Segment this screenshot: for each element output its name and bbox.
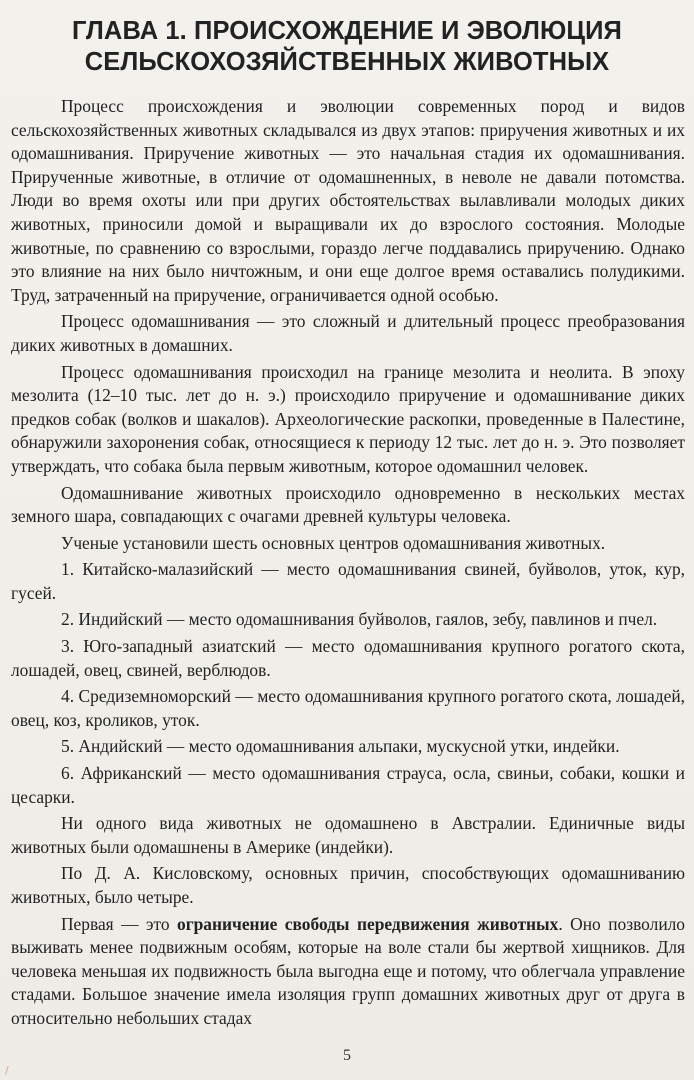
list-item-center-3: 3. Юго-западный азиатский — место одомашнивания крупного рогатого скота, лошадей, овец, свиней, верблюдов. (11, 636, 685, 680)
paragraph-mesolithic: Процесс одомашнивания происходил на границе мезолита и неолита. В эпоху мезолита (12–10 тыс. лет до н. э.) происходило приручение и одомашнивание диких предков собак (волков и шакалов). Археологические раскопки, проведенные в Палестине, обнаружили захоронения собак, относящиеся к периоду 12 тыс. лет до н. э. Это позволяет утверждать, что собака была первым животным, которое одомашнил человек. (11, 361, 685, 476)
paragraph-locations: Одомашнивание животных происходило одновременно в нескольких местах земного шара, совпадающих с очагами древней культуры человека. (11, 482, 685, 527)
paragraph-domestication-definition: Процесс одомашнивания — это сложный и длительный процесс преобразования диких животных в домашних. (11, 311, 685, 355)
page-number: 5 (343, 1047, 351, 1064)
list-item-center-6: 6. Африканский — место одомашнивания страуса, осла, свиньи, собаки, кошки и цесарки. (11, 763, 685, 807)
paragraph-intro: Процесс происхождения и эволюции современных пород и видов сельскохозяйственных животных складывался из двух этапов: приручения животных и их одомашнивания. Приручение животных — это начальная стадия их одомашнивания. Прирученные животные, в отличие от одомашненных, в неволе не давали потомства. Люди во время охоты или при других обстоятельствах вылавливали молодых диких животных, приносили домой и выращивали их до взрослого состояния. Молодые животные, по сравнению со взрослыми, гораздо легче поддавались приручению. Однако это влияние на них было ничтожным, и они еще долгое время оставались полудикими. Труд, затраченный на приручение, ограничивается одной особью. (11, 96, 685, 305)
paragraph-first-reason (11, 913, 685, 1031)
chapter-body (11, 95, 685, 1034)
first-reason-text: . Оно позволило выживать менее подвижным особям, которые на воле стали бы жертвой хищников. Для человека меньшая их подвижность была выгодна еще и потому, что облегчала управление стадами. Большое значение имела изоляция групп домашних животных друг от друга в относительно небольших стадах (11, 913, 685, 1028)
first-reason-lead: Первая — это (61, 913, 178, 934)
list-item-center-5: 5. Андийский — место одомашнивания альпаки, мускусной утки, индейки. (61, 736, 620, 757)
paragraph-six-centers: Ученые установили шесть основных центров одомашнивания животных. (61, 532, 606, 553)
paragraph-kislovsky: По Д. А. Кисловскому, основных причин, способствующих одомашниванию животных, было четыре. (11, 863, 685, 907)
paragraph-australia-america: Ни одного вида животных не одомашнено в Австралии. Единичные виды животных были одомашнены в Америке (индейки). (11, 813, 685, 857)
chapter-title-line-2: СЕЛЬСКОХОЗЯЙСТВЕННЫХ ЖИВОТНЫХ (84, 48, 610, 76)
chapter-title-line-1: ГЛАВА 1. ПРОИСХОЖДЕНИЕ И ЭВОЛЮЦИЯ (72, 17, 622, 45)
scan-edge-mark-icon: / (5, 1064, 9, 1077)
list-item-center-2: 2. Индийский — место одомашнивания буйволов, гаялов, зебу, павлинов и пчел. (61, 609, 658, 630)
chapter-title (20, 16, 674, 78)
first-reason-emphasis: ограничение свободы передвижения животных (177, 913, 559, 934)
list-item-center-1: 1. Китайско-малазийский — место одомашнивания свиней, буйволов, уток, кур, гусей. (11, 559, 685, 603)
list-item-center-4: 4. Средиземноморский — место одомашнивания крупного рогатого скота, лошадей, овец, коз, кроликов, уток. (11, 686, 685, 730)
